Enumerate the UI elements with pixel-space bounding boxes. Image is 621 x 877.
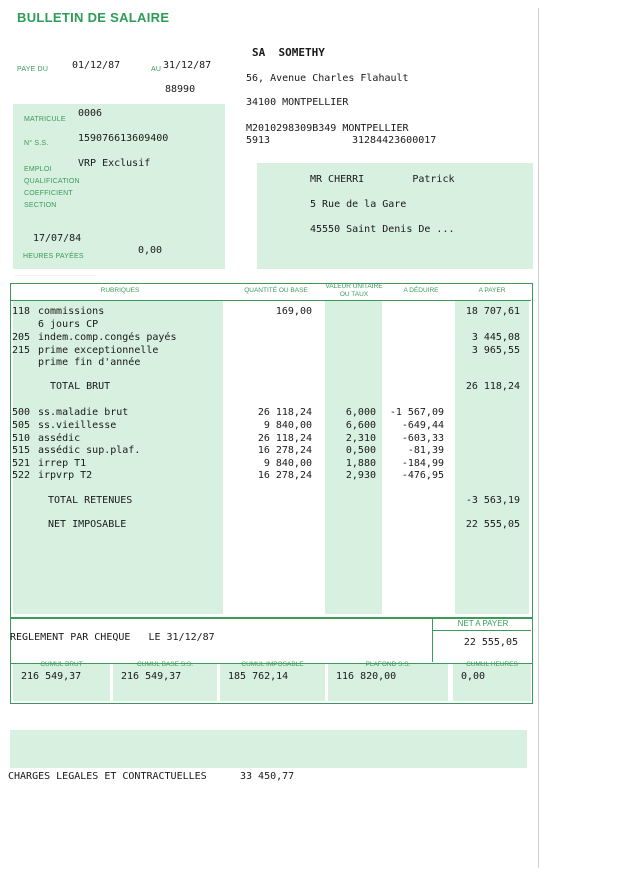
montant-payer: 3 965,55	[471, 345, 520, 356]
document-title: BULLETIN DE SALAIRE	[17, 10, 170, 25]
cumul-label: CUMUL BRUT	[40, 661, 83, 668]
matricule-value: 0006	[78, 108, 103, 119]
rubrique-label: prime exceptionnelle	[38, 345, 159, 356]
rubrique-code: 205	[12, 332, 31, 343]
rubrique-code: 515	[12, 445, 31, 456]
qualification-label: QUALIFICATION	[24, 178, 80, 185]
montant-deduire: -184,99	[401, 458, 444, 469]
montant-payer: 18 707,61	[465, 306, 520, 317]
heures-value: 0,00	[138, 245, 163, 256]
cumuls-frame	[10, 662, 533, 704]
cumul-value: 216 549,37	[121, 671, 182, 682]
col-header-deduire: A DÉDUIRE	[403, 287, 439, 294]
rubrique-label: NET IMPOSABLE	[48, 519, 127, 530]
quantite-base: 16 278,24	[257, 470, 312, 481]
emploi-label: EMPLOI	[24, 166, 52, 173]
col-header-valeur-line2: OU TAUX	[339, 291, 369, 298]
col-header-quantite: QUANTITÉ OU BASE	[244, 287, 308, 294]
page-edge	[538, 8, 539, 868]
cumul-value: 0,00	[461, 671, 486, 682]
valeur-taux: 2,930	[345, 470, 376, 481]
montant-deduire: -603,33	[401, 433, 444, 444]
cumul-value: 185 762,14	[228, 671, 289, 682]
col-header-payer: A PAYER	[478, 287, 506, 294]
paye-du-value: 01/12/87	[72, 60, 121, 71]
emploi-value: VRP Exclusif	[78, 158, 151, 169]
rubrique-code: 521	[12, 458, 31, 469]
coefficient-label: COEFFICIENT	[24, 190, 73, 197]
cumul-value: 216 549,37	[21, 671, 82, 682]
rubrique-code: 500	[12, 407, 31, 418]
net-a-payer-rule	[432, 630, 531, 631]
ss-number: 159076613609400	[78, 133, 169, 144]
rubrique-label: irrep T1	[38, 458, 87, 469]
montant-payer: 26 118,24	[465, 381, 520, 392]
entry-date: 17/07/84	[33, 233, 82, 244]
col-header-valeur-line1: VALEUR UNITAIRE	[325, 283, 383, 290]
montant-payer: -3 563,19	[465, 495, 520, 506]
rubrique-code: 215	[12, 345, 31, 356]
recipient-address-line2: 45550 Saint Denis De ...	[310, 224, 455, 235]
heures-label: HEURES PAYÉES	[23, 253, 84, 260]
rubrique-code: 505	[12, 420, 31, 431]
employer-address-line1: 56, Avenue Charles Flahault	[246, 73, 409, 84]
reference-number: 88990	[165, 84, 196, 95]
rubrique-code: 510	[12, 433, 31, 444]
reglement-text: REGLEMENT PAR CHEQUE LE 31/12/87	[10, 632, 215, 643]
rubrique-label: irpvrp T2	[38, 470, 93, 481]
valeur-taux: 2,310	[345, 433, 376, 444]
table-header-rule	[11, 300, 531, 301]
montant-payer: 22 555,05	[465, 519, 520, 530]
section-label: SECTION	[24, 202, 57, 209]
quantite-base: 26 118,24	[257, 433, 312, 444]
net-a-payer-value: 22 555,05	[463, 637, 518, 648]
montant-payer: 3 445,08	[471, 332, 520, 343]
col-header-rubriques: RUBRIQUES	[100, 287, 140, 294]
valeur-taux: 1,880	[345, 458, 376, 469]
employer-urssaf: M2010298309B349 MONTPELLIER	[246, 123, 409, 134]
montant-deduire: -649,44	[401, 420, 444, 431]
net-a-payer-label: NET A PAYER	[457, 619, 509, 628]
cumul-label: PLAFOND S.S.	[365, 661, 411, 668]
au-label: AU	[151, 66, 162, 73]
au-value: 31/12/87	[163, 60, 212, 71]
rubrique-label: assédic	[38, 433, 81, 444]
rubrique-label: 6 jours CP	[38, 319, 99, 330]
rubrique-code: 118	[12, 306, 31, 317]
rubrique-label: assédic sup.plaf.	[38, 445, 141, 456]
employer-name: SA SOMETHY	[252, 46, 325, 59]
montant-deduire: -476,95	[401, 470, 444, 481]
employer-siret: 31284423600017	[352, 135, 437, 146]
paye-du-label: PAYE DU	[17, 66, 49, 73]
employer-code: 5913	[246, 135, 271, 146]
rubrique-label: commissions	[38, 306, 105, 317]
valeur-taux: 6,000	[345, 407, 376, 418]
rubrique-label: ss.maladie brut	[38, 407, 129, 418]
quantite-base: 26 118,24	[257, 407, 312, 418]
charges-label: CHARGES LEGALES ET CONTRACTUELLES	[8, 771, 207, 782]
cumul-label: CUMUL BASE S.S.	[136, 661, 194, 668]
recipient-address-line1: 5 Rue de la Gare	[310, 199, 407, 210]
quantite-base: 9 840,00	[263, 458, 312, 469]
rubrique-label: TOTAL BRUT	[50, 381, 111, 392]
quantite-base: 9 840,00	[263, 420, 312, 431]
ss-label: N° S.S.	[24, 140, 49, 147]
montant-deduire: -1 567,09	[389, 407, 444, 418]
cumul-label: CUMUL IMPOSABLE	[241, 661, 304, 668]
recipient-name: MR CHERRI Patrick	[310, 174, 455, 185]
blank-green-band	[10, 730, 527, 768]
employee-info-panel	[13, 104, 225, 269]
cumul-label: CUMUL HEURES	[466, 661, 518, 668]
quantite-base: 169,00	[275, 306, 312, 317]
rubrique-label: indem.comp.congés payés	[38, 332, 177, 343]
rubrique-label: ss.vieillesse	[38, 420, 117, 431]
cumul-value: 116 820,00	[336, 671, 397, 682]
rubrique-label: TOTAL RETENUES	[48, 495, 133, 506]
rubrique-code: 522	[12, 470, 31, 481]
matricule-label: MATRICULE	[24, 116, 66, 123]
valeur-taux: 6,600	[345, 420, 376, 431]
valeur-taux: 0,500	[345, 445, 376, 456]
rubrique-label: prime fin d'année	[38, 357, 141, 368]
col-header-valeur	[320, 283, 388, 299]
form-reference-print: ·····························································	[15, 273, 97, 278]
employer-address-line2: 34100 MONTPELLIER	[246, 97, 349, 108]
montant-deduire: -81,39	[407, 445, 444, 456]
charges-value: 33 450,77	[240, 771, 295, 782]
quantite-base: 16 278,24	[257, 445, 312, 456]
